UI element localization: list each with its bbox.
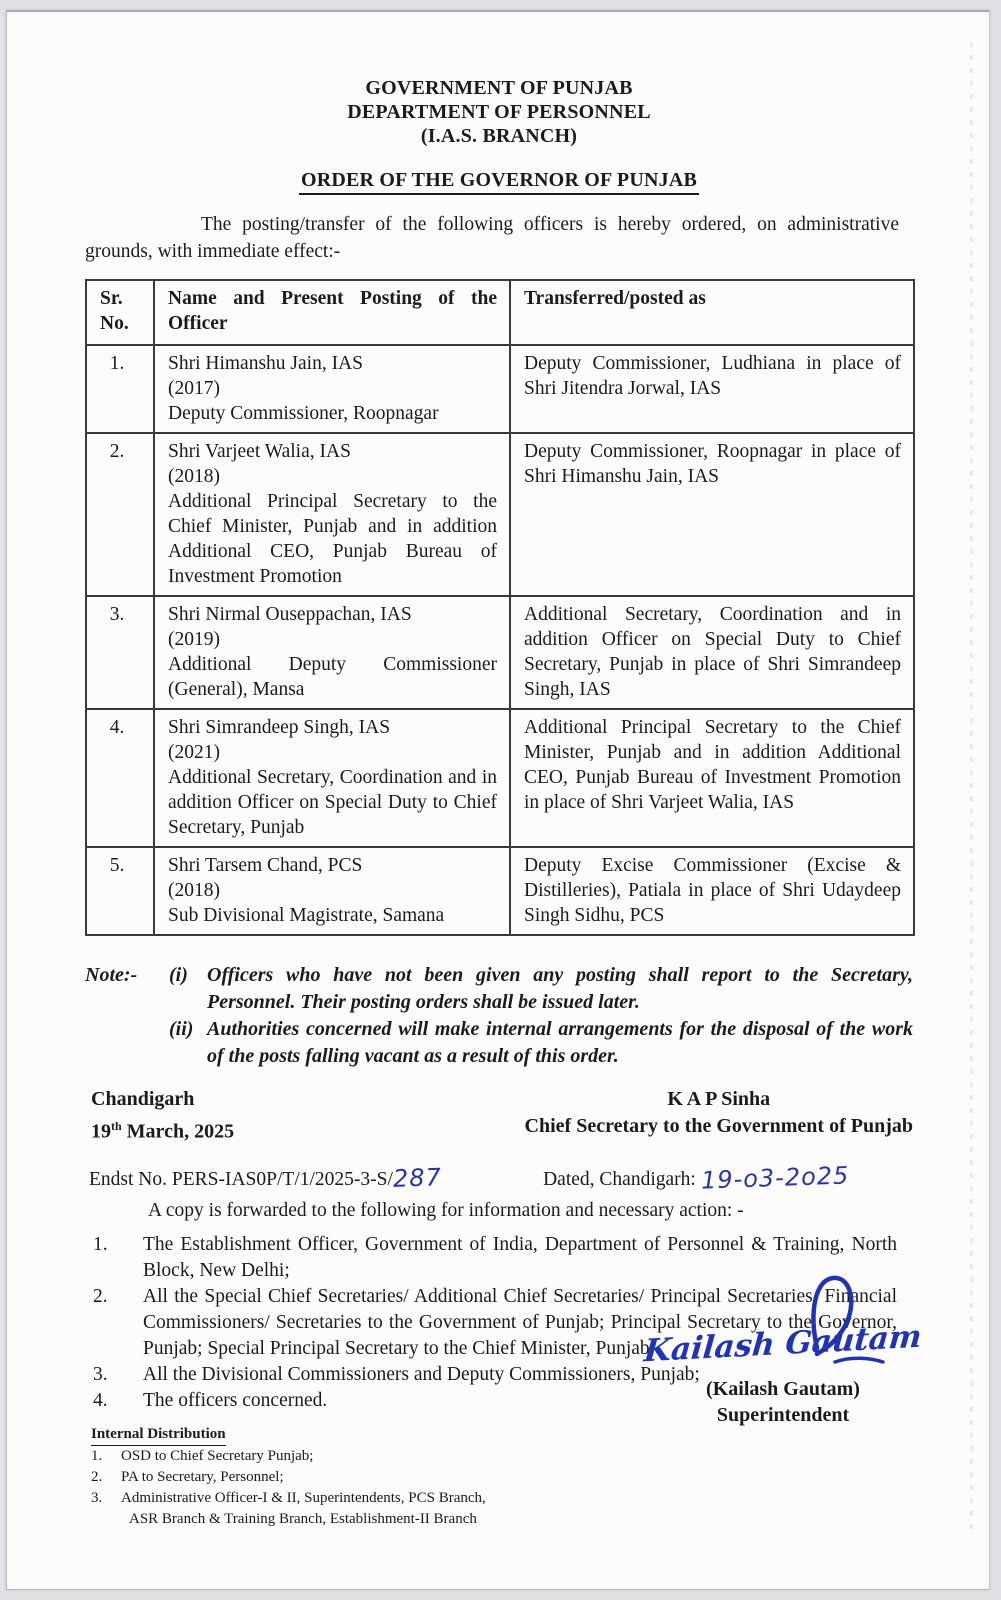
endst-number-handwritten: 287 bbox=[392, 1162, 443, 1193]
internal-item-text: OSD to Chief Secretary Punjab; bbox=[121, 1448, 314, 1464]
chief-secretary-title: Chief Secretary to the Government of Punjab bbox=[524, 1115, 913, 1137]
note-item-text: Officers who have not been given any posting shall report to the Secretary, Personnel. Their posting orders shall be issued later. bbox=[207, 964, 913, 1013]
government-name: GOVERNMENT OF PUNJAB bbox=[365, 77, 633, 99]
branch-name: (I.A.S. BRANCH) bbox=[420, 125, 578, 147]
endorsement-number bbox=[85, 1162, 442, 1195]
officer-posting: Deputy Commissioner, Roopnagar bbox=[168, 403, 439, 424]
officer-name: Shri Varjeet Walia, IAS bbox=[168, 441, 351, 462]
forward-item-number: 3. bbox=[93, 1363, 108, 1385]
forward-item-number: 2. bbox=[93, 1285, 108, 1307]
header-officer: Name and Present Posting of the Officer bbox=[154, 280, 510, 345]
officer-batch: (2019) bbox=[168, 629, 220, 650]
table-row bbox=[86, 847, 914, 935]
signing-authority bbox=[525, 1086, 913, 1146]
order-date: 19th March, 2025 bbox=[91, 1119, 235, 1143]
table-row bbox=[86, 433, 914, 596]
officer-name: Shri Tarsem Chand, PCS bbox=[168, 855, 363, 876]
chief-secretary-name: K A P Sinha bbox=[667, 1088, 771, 1110]
table-row bbox=[86, 709, 914, 847]
note-item-number: (i) bbox=[169, 964, 188, 986]
officer-batch: (2018) bbox=[168, 466, 220, 487]
date-handwritten: 19-o3-2o25 bbox=[700, 1161, 850, 1195]
internal-distribution-heading: Internal Distribution bbox=[91, 1424, 226, 1446]
forward-item-text: All the Special Chief Secretaries/ Additional Chief Secretaries/ Principal Secretaries/ Financial Commissioners/ Secretaries to the Government of Punjab; Principal Secretary to the Governor, Punjab; Special Principal Secretary to the Chief Minister, Punjab; bbox=[143, 1285, 897, 1359]
cell-officer bbox=[154, 709, 510, 847]
forward-item-number: 1. bbox=[93, 1233, 108, 1255]
transfer-order-table bbox=[85, 279, 915, 936]
department-name: DEPARTMENT OF PERSONNEL bbox=[347, 101, 651, 123]
cell-officer bbox=[154, 345, 510, 433]
cell-transferred: Deputy Commissioner, Roopnagar in place of Shri Himanshu Jain, IAS bbox=[510, 433, 914, 596]
note-item bbox=[169, 1016, 913, 1070]
signature bbox=[633, 1298, 933, 1372]
letterhead bbox=[85, 76, 913, 148]
copy-forwarded-line: A copy is forwarded to the following for information and necessary action: - bbox=[148, 1199, 744, 1221]
endorsement-row bbox=[85, 1162, 913, 1195]
forward-item-text: The officers concerned. bbox=[143, 1389, 328, 1411]
header-sr-no: Sr. No. bbox=[86, 280, 154, 345]
cell-officer bbox=[154, 847, 510, 935]
cell-officer bbox=[154, 433, 510, 596]
scan-edge-artifact bbox=[970, 42, 973, 1529]
officer-posting: Sub Divisional Magistrate, Samana bbox=[168, 905, 445, 926]
cell-transferred: Additional Principal Secretary to the Chief Minister, Punjab and in addition Additional CEO, Punjab Bureau of Investment Promotion in place of Shri Varjeet Walia, IAS bbox=[510, 709, 914, 847]
cell-sr: 4. bbox=[86, 709, 154, 847]
note-label: Note:- bbox=[85, 964, 138, 986]
officer-name: Shri Simrandeep Singh, IAS bbox=[168, 717, 391, 738]
internal-item-number: 3. bbox=[91, 1490, 103, 1506]
officer-posting: Additional Deputy Commissioner (General), Mansa bbox=[168, 654, 497, 700]
endorsement-date bbox=[543, 1162, 849, 1195]
signature-script-text: Kailash Gautam bbox=[642, 1318, 924, 1370]
signoff-block bbox=[85, 1086, 913, 1146]
internal-item-continuation: ASR Branch & Training Branch, Establishment-II Branch bbox=[129, 1511, 477, 1527]
note-items bbox=[169, 962, 913, 1070]
endst-label: Endst No. PERS-IAS0P/T/1/2025-3-S/ bbox=[89, 1168, 393, 1190]
cell-transferred: Deputy Commissioner, Ludhiana in place of Shri Jitendra Jorwal, IAS bbox=[510, 345, 914, 433]
place: Chandigarh bbox=[91, 1088, 195, 1110]
officer-name: Shri Himanshu Jain, IAS bbox=[168, 353, 363, 374]
internal-item bbox=[91, 1446, 571, 1467]
internal-distribution bbox=[91, 1424, 571, 1530]
table-row bbox=[86, 345, 914, 433]
officer-name: Shri Nirmal Ouseppachan, IAS bbox=[168, 604, 412, 625]
signature-block bbox=[633, 1298, 933, 1428]
cell-transferred: Additional Secretary, Coordination and in addition Officer on Special Duty to Chief Secretary, Punjab in place of Shri Simrandeep Singh, IAS bbox=[510, 596, 914, 709]
officer-posting: Additional Principal Secretary to the Chief Minister, Punjab and in addition Additional CEO, Punjab Bureau of Investment Promotion bbox=[168, 491, 497, 587]
note-item-text: Authorities concerned will make internal arrangements for the disposal of the work of the posts falling vacant as a result of this order. bbox=[207, 1018, 913, 1067]
officer-batch: (2021) bbox=[168, 742, 220, 763]
document-content bbox=[85, 76, 924, 1576]
forward-item-number: 4. bbox=[93, 1389, 108, 1411]
officer-posting: Additional Secretary, Coordination and in addition Officer on Special Duty to Chief Secretary, Punjab bbox=[168, 767, 497, 838]
cell-sr: 2. bbox=[86, 433, 154, 596]
internal-item-number: 2. bbox=[91, 1469, 103, 1485]
internal-item-text: Administrative Officer-I & II, Superintendents, PCS Branch, bbox=[121, 1490, 486, 1506]
order-title: ORDER OF THE GOVERNOR OF PUNJAB bbox=[299, 168, 699, 195]
cell-officer bbox=[154, 596, 510, 709]
forward-item bbox=[85, 1232, 913, 1284]
internal-item-text: PA to Secretary, Personnel; bbox=[121, 1469, 284, 1485]
cell-transferred: Deputy Excise Commissioner (Excise & Distilleries), Patiala in place of Shri Udaydeep Singh Sidhu, PCS bbox=[510, 847, 914, 935]
internal-item bbox=[91, 1488, 571, 1509]
place-date bbox=[85, 1086, 234, 1146]
signatory-title: Superintendent bbox=[716, 1404, 850, 1426]
dated-label: Dated, Chandigarh: bbox=[543, 1168, 701, 1190]
note-item bbox=[169, 962, 913, 1016]
officer-batch: (2017) bbox=[168, 378, 220, 399]
document-page bbox=[6, 10, 990, 1590]
officer-batch: (2018) bbox=[168, 880, 220, 901]
cell-sr: 1. bbox=[86, 345, 154, 433]
note-section bbox=[85, 962, 913, 1070]
cell-sr: 5. bbox=[86, 847, 154, 935]
forward-item-text: The Establishment Officer, Government of India, Department of Personnel & Training, North Block, New Delhi; bbox=[143, 1233, 897, 1281]
note-item-number: (ii) bbox=[169, 1018, 194, 1040]
header-transferred: Transferred/posted as bbox=[510, 280, 914, 345]
intro-paragraph: The posting/transfer of the following officers is hereby ordered, on administrative grounds, with immediate effect:- bbox=[85, 214, 899, 262]
table-header-row bbox=[86, 280, 914, 345]
forward-item-text: All the Divisional Commissioners and Deputy Commissioners, Punjab; bbox=[143, 1363, 700, 1385]
signatory-name: (Kailash Gautam) bbox=[706, 1378, 860, 1400]
internal-item-number: 1. bbox=[91, 1448, 103, 1464]
table-row bbox=[86, 596, 914, 709]
cell-sr: 3. bbox=[86, 596, 154, 709]
order-title-row bbox=[85, 168, 913, 195]
internal-item bbox=[91, 1467, 571, 1488]
